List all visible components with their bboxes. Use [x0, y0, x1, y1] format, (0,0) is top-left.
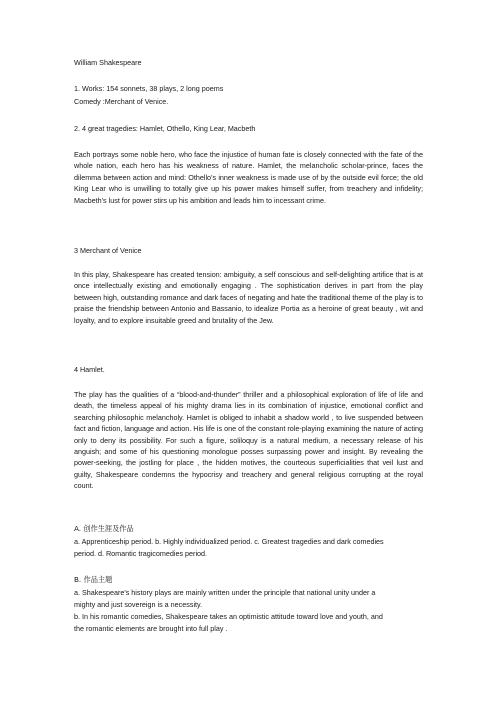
section-b-item-b-line-2: the romantic elements are brought into full play .	[74, 624, 228, 633]
section-b-heading	[74, 574, 423, 585]
section-3-paragraph: In this play, Shakespeare has created tension: ambiguity, a self conscious and self-delighting artifice that is at once intellectually existing and emotionally engaging . The sophistication derives in part from the play between high, outstanding romance and dark faces of negating and hate the traditional theme of the play is to praise the friendship between Antonio and Bassanio, to idealize Portia as a heroine of great beauty , wit and loyalty, and to explore insuitable greed and brutality of the Jew.	[74, 270, 423, 325]
document-title: William Shakespeare	[74, 58, 142, 67]
section-2-paragraph: Each portrays some noble hero, who face the injustice of human fate is closely connected with the fate of the whole nation, each hero has his weakness of nature. Hamlet, the melancholic scholar-prince, faces the dilemma between action and mind: Othello’s inner weakness is made use of by the outside evil force; the old King Lear who is unwilling to totally give up his power makes himself suffer, from treachery and infidelity; Macbeth’s lust for power stirs up his ambition and leads him to incessant crime.	[74, 150, 423, 205]
section-a-heading-text: A. 创作生涯及作品	[74, 524, 134, 533]
section-b-item-a-line-1: a. Shakespeare's history plays are mainly written under the principle that national unity under a	[74, 588, 376, 597]
section-b-item-b-line-1: b. In his romantic comedies, Shakespeare takes an optimistic attitude toward love and youth, and	[74, 612, 383, 621]
section-2-heading: 2. 4 great tragedies: Hamlet, Othello, King Lear, Macbeth	[74, 124, 256, 133]
section-a-heading	[74, 523, 423, 534]
section-4-heading: 4 Hamlet.	[74, 365, 105, 374]
section-1-comedy: Comedy :Merchant of Venice.	[74, 97, 169, 106]
section-a-line-2: period. d. Romantic tragicomedies period.	[74, 549, 208, 558]
section-a-line-1: a. Apprenticeship period. b. Highly individualized period. c. Greatest tragedies and dark comedies	[74, 537, 384, 546]
section-4-paragraph: The play has the qualities of a “blood-and-thunder” thriller and a philosophical exploration of life of life and death, the timeless appeal of his mighty drama lies in its combination of injustice, emotional conflict and searching philosophic melancholy. Hamlet is obliged to inhabit a shadow world , to live suspended between fact and fiction, language and action. His life is one of the constant role-playing examining the nature of acting only to deny its possibility. For such a figure, soliloquy is a natural medium, a necessary release of his anguish; and some of his questioning monologue posses surpassing power and insight. By revealing the power-seeking, the jostling for place , the hidden motives, the courteous superficialities that veil lust and guilty, Shakespeare condemns the hypocrisy and treachery and general religious corrupting at the royal count.	[74, 390, 423, 491]
section-b-item-a-line-2: mighty and just sovereign is a necessity.	[74, 600, 203, 609]
section-1-heading: 1. Works: 154 sonnets, 38 plays, 2 long poems	[74, 84, 224, 93]
section-b-heading-text: B. 作品主题	[74, 575, 113, 584]
section-3-heading: 3 Merchant of Venice	[74, 246, 142, 255]
